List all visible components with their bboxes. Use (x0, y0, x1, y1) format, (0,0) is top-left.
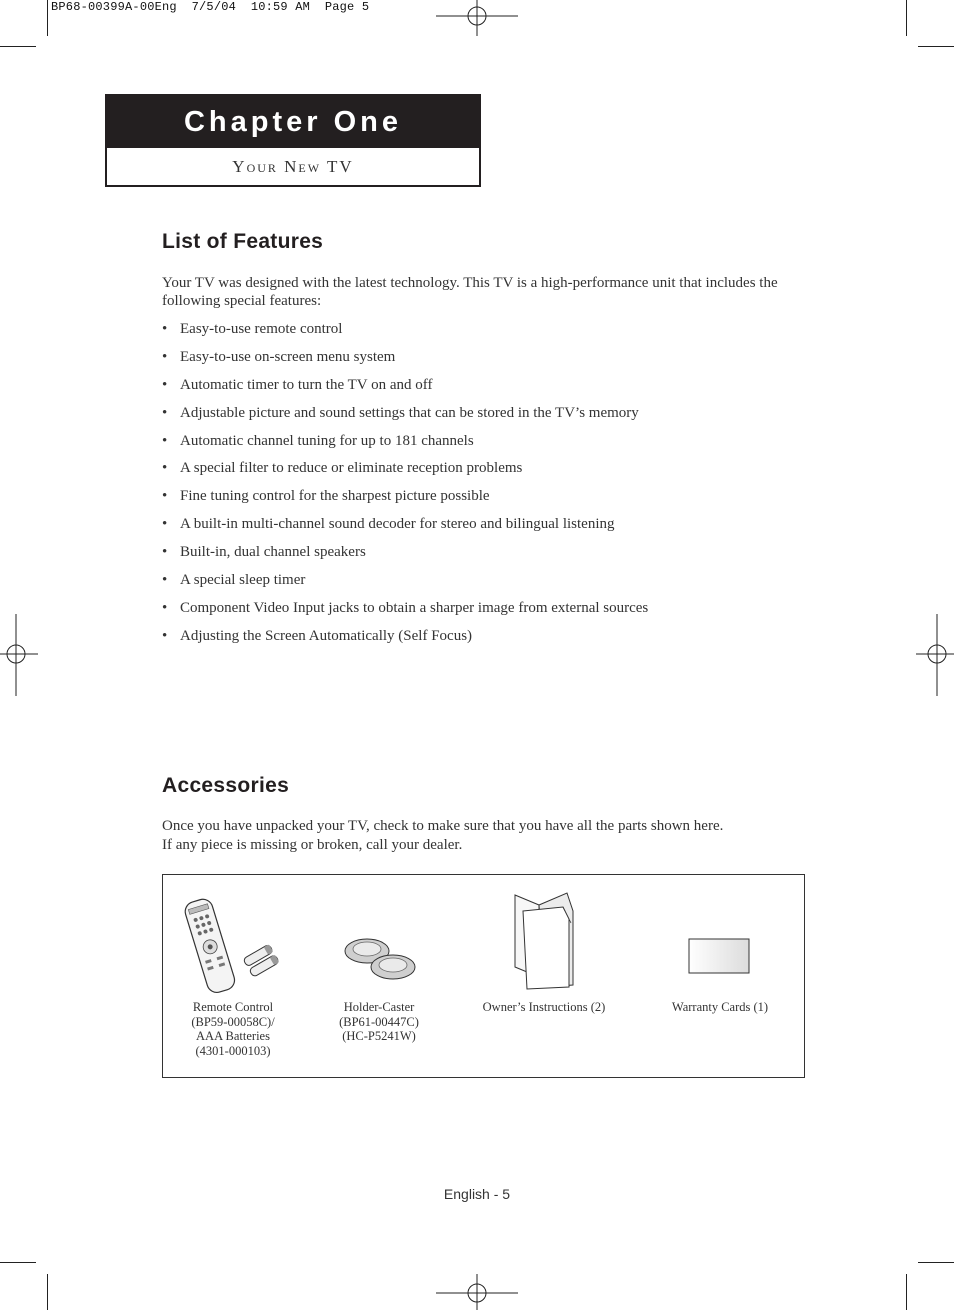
print-header: BP68-00399A-00Eng 7/5/04 10:59 AM Page 5 (51, 0, 370, 14)
list-item: • Component Video Input jacks to obtain a sharper image from external sources (162, 599, 649, 616)
manual-booklet-icon (509, 889, 581, 991)
features-intro: Your TV was designed with the latest technology. This TV is a high-performance unit that includes the following special features: (162, 275, 778, 309)
accessories-heading: Accessories (162, 774, 290, 797)
bullet: • (162, 404, 168, 421)
registration-mark-left (0, 614, 38, 696)
chapter-banner (105, 94, 481, 187)
remote-control-icon (179, 893, 283, 995)
registration-mark-right (916, 614, 954, 696)
list-item: • A built-in multi-channel sound decoder for stereo and bilingual listening (162, 516, 615, 533)
chapter-title: Chapter One (107, 96, 479, 148)
list-item: • Easy-to-use remote control (162, 321, 343, 337)
list-item: • Adjusting the Screen Automatically (Self Focus) (162, 627, 473, 644)
bullet: • (162, 488, 168, 505)
accessory-caption-owners-instructions: Owner’s Instructions (2) (482, 1000, 606, 1014)
bullet: • (162, 321, 168, 337)
warranty-card-icon (688, 938, 752, 976)
accessory-caption-warranty-cards: Warranty Cards (1) (671, 1000, 769, 1014)
bullet: • (162, 516, 168, 533)
bullet: • (162, 348, 168, 365)
list-item: • A special filter to reduce or eliminate reception problems (162, 460, 523, 477)
features-list (162, 319, 648, 654)
list-item: • Automatic channel tuning for up to 181 channels (162, 432, 474, 449)
registration-mark-bottom (436, 1274, 518, 1310)
accessory-caption-remote: Remote Control (BP59-00058C)/ AAA Batteries (4301-000103) (191, 1000, 275, 1058)
list-item: • Fine tuning control for the sharpest picture possible (162, 488, 490, 505)
bullet: • (162, 572, 168, 589)
list-item: • Automatic timer to turn the TV on and off (162, 376, 433, 393)
bullet: • (162, 376, 168, 393)
registration-mark-top (436, 0, 518, 36)
bullet: • (162, 544, 168, 561)
chapter-subtitle: Your New TV (232, 157, 354, 176)
list-item: • Adjustable picture and sound settings that can be stored in the TV’s memory (162, 404, 639, 421)
bullet: • (162, 432, 168, 449)
bullet: • (162, 627, 168, 644)
bullet: • (162, 599, 168, 616)
accessories-intro-line-2: If any piece is missing or broken, call your dealer. (162, 837, 463, 853)
list-item: • Built-in, dual channel speakers (162, 544, 366, 561)
accessory-caption-holder-caster: Holder-Caster (BP61-00447C) (HC-P5241W) (339, 1000, 419, 1043)
page-number: English - 5 (443, 1186, 511, 1202)
list-item: • Easy-to-use on-screen menu system (162, 348, 396, 365)
accessories-intro-line-1: Once you have unpacked your TV, check to make sure that you have all the parts shown here. (162, 818, 724, 834)
bullet: • (162, 460, 168, 477)
features-heading: List of Features (162, 230, 324, 253)
list-item: • A special sleep timer (162, 572, 306, 589)
holder-caster-icon (341, 933, 421, 983)
accessories-box (162, 874, 805, 1078)
